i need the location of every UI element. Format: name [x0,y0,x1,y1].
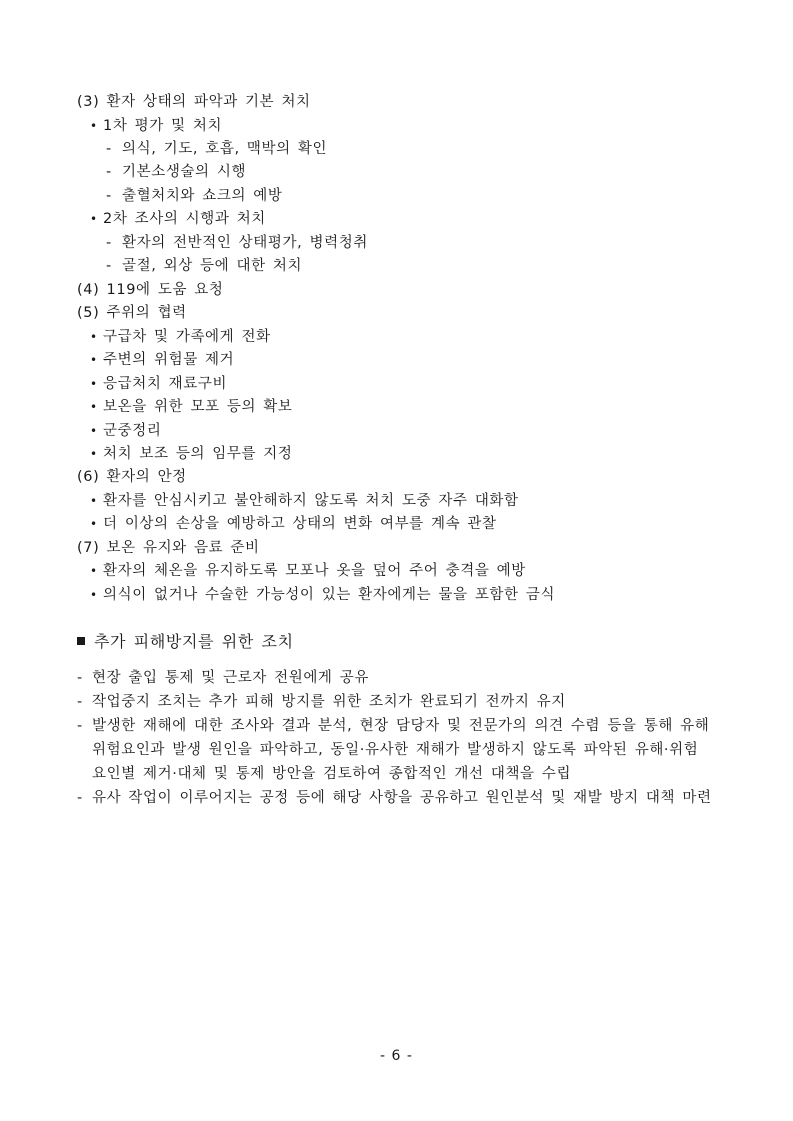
bullet-item: • 환자를 안심시키고 불안해하지 않도록 처치 도중 자주 대화함 [90,493,519,509]
dash-item: - 환자의 전반적인 상태평가, 병력청취 [106,235,368,251]
bullet-icon: • [90,494,98,508]
bullet-icon: • [90,424,98,438]
bullet-item: • 처치 보조 등의 임무를 지정 [90,446,293,462]
section-6-heading: (6) 환자의 안정 [77,469,187,485]
section-7-heading: (7) 보온 유지와 음료 준비 [77,540,260,556]
square-bullet-icon [77,637,85,645]
bullet-item: • 환자의 체온을 유지하도록 모포나 옷을 덮어 주어 충격을 예방 [90,563,526,579]
bullet-icon: • [90,400,98,414]
dash-item: - 의식, 기도, 호흡, 맥박의 확인 [106,141,328,157]
bullet-icon: • [90,377,98,391]
bullet-icon: • [90,212,98,226]
prevention-item: - 유사 작업이 이루어지는 공정 등에 해당 사항을 공유하고 원인분석 및 재발 방지 대책 마련 [77,790,712,806]
bullet-item: • 의식이 없거나 수술한 가능성이 있는 환자에게는 물을 포함한 금식 [90,587,556,603]
section-4-heading: (4) 119에 도움 요청 [77,282,224,298]
bullet-icon: • [90,330,98,344]
section-5-heading: (5) 주위의 협력 [77,305,187,321]
bullet-icon: • [90,517,98,531]
prevention-item: - 작업중지 조치는 추가 피해 방지를 위한 조치가 완료되기 전까지 유지 [77,694,566,710]
bullet-item: • 2차 조사의 시행과 처치 [90,211,266,227]
bullet-item: • 보온을 위한 모포 등의 확보 [90,399,293,415]
dash-item: - 기본소생술의 시행 [106,164,247,180]
dash-item: - 출혈처치와 쇼크의 예방 [106,188,283,204]
bullet-item: • 1차 평가 및 처치 [90,118,223,134]
bullet-item: • 주변의 위험물 제거 [90,352,235,368]
section-3-heading: (3) 환자 상태의 파악과 기본 처치 [77,94,311,110]
page-number: - 6 - [380,1048,413,1064]
prevention-title: 추가 피해방지를 위한 조치 [77,631,294,653]
dash-item: - 골절, 외상 등에 대한 처치 [106,258,303,274]
bullet-item: • 군중정리 [90,423,162,439]
bullet-icon: • [90,564,98,578]
bullet-icon: • [90,119,98,133]
bullet-icon: • [90,447,98,461]
bullet-item: • 응급처치 재료구비 [90,376,228,392]
bullet-item: • 더 이상의 손상을 예방하고 상태의 변화 여부를 계속 관찰 [90,516,497,532]
bullet-icon: • [90,588,98,602]
bullet-icon: • [90,353,98,367]
prevention-item: - 현장 출입 통제 및 근로자 전원에게 공유 [77,670,369,686]
bullet-item: • 구급차 및 가족에게 전화 [90,329,271,345]
prevention-item: - 발생한 재해에 대한 조사와 결과 분석, 현장 담당자 및 전문가의 의견 수렴 등을 통해 유해 위험요인과 발생 원인을 파악하고, 동일·유사한 재해가 발생하지 않도록 파악된 유해·위험 요인별 제거·대체 및 통제 방안을 검토하여 종합적인 개선 대책을 수립 [77,718,710,782]
